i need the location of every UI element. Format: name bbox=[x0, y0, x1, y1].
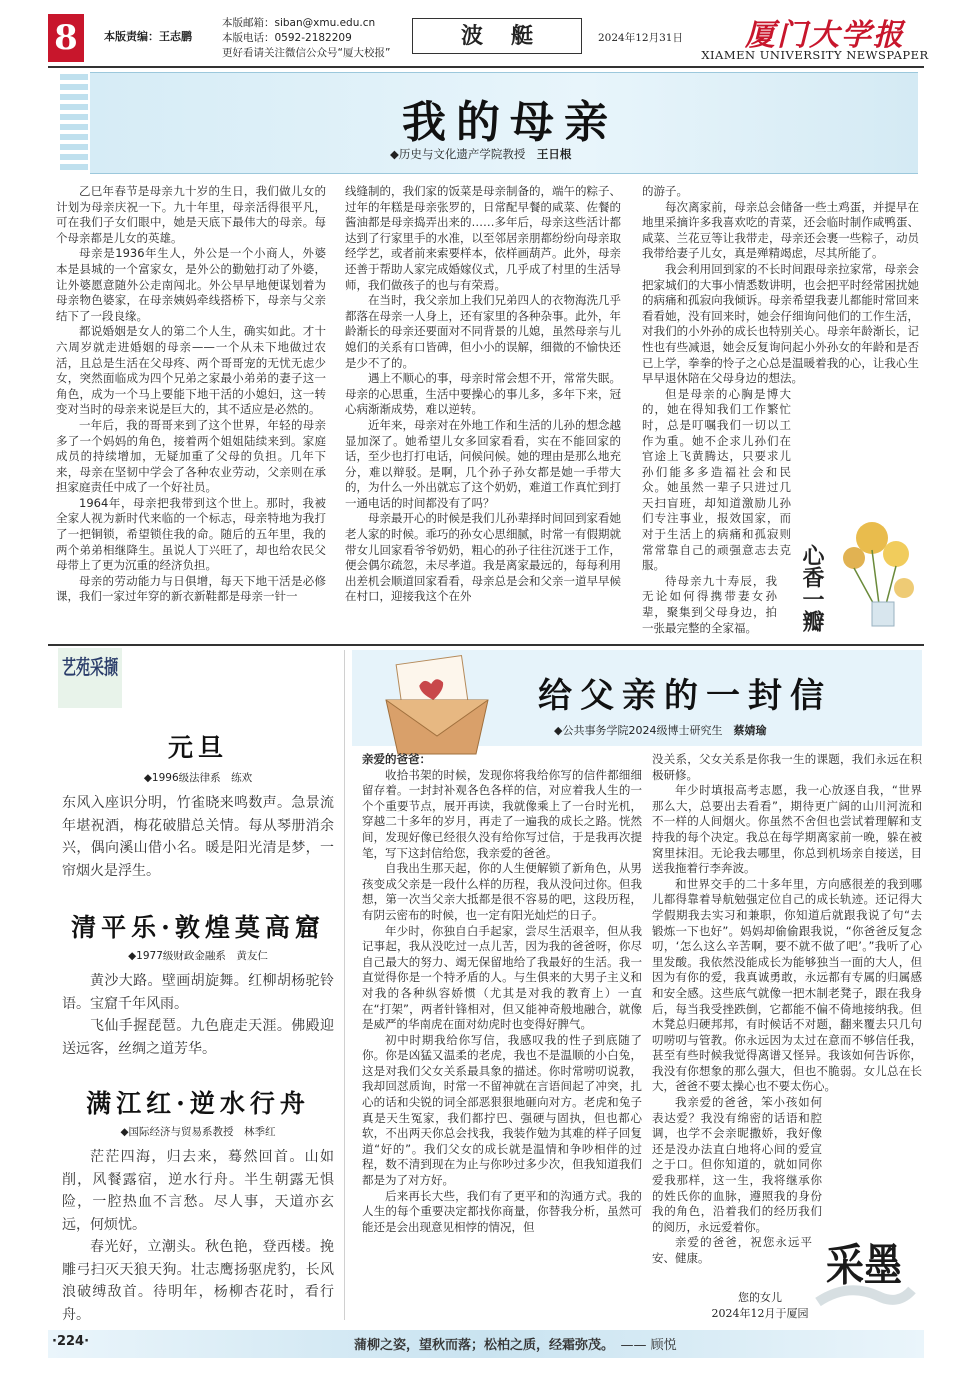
poem-body-2: 黄沙大路。壁画胡旋舞。红柳胡杨驼铃语。宝窟千年风雨。 飞仙手握琵琶。九色鹿走天涯。佛殿迎送远客，丝绸之道芳华。 bbox=[62, 973, 334, 1057]
letter-title: 给父亲的一封信 bbox=[538, 676, 832, 716]
newspaper-logo-en: XIAMEN UNIVERSITY NEWSPAPER bbox=[701, 48, 929, 62]
column-tag-art bbox=[58, 648, 122, 708]
decorative-stripes bbox=[60, 74, 88, 170]
letter-signature: 您的女儿 2024年12月于厦园 bbox=[711, 1291, 809, 1320]
poem-title-1: 元旦 bbox=[167, 733, 228, 762]
letter-column-1: 亲爱的爸爸： 收拾书架的时候，发现你将我给你写的信件都细细留存着。一封封补观各色各样的信，对应着我人生的一个个重要节点，展开再读，我就像乘上了一台时光机，穿越二十多年的岁月，再走了一遍我的成长之路。恍然间，发现好像已经很久没有给你写过信，于是我再次提笔，写下这封信给您，我亲爱的爸爸。 自我出生那天起，你的人生便解锁了新角色，从男孩变成父亲是一段什么样的历程，我从没问过你。但我想，第一次当父亲大抵都是很不容易的吧，这段历程，有阴云密布的时候，也一定有阳光灿烂的日子。 年少时，你独自白手起家，尝尽生活艰辛，但从我记事起，我从没吃过一点儿苦，因为我的爸爸呀，你尽自己最大的努力、竭无保留地给了我最好的生活。我一直觉得你是一个特矛盾的人。与生俱来的大男子主义和对我的各种纵容娇惯（尤其是对我的教育上）一直在“打架”，两者针锋相对，但又能神奇般地融合，就像是威严的华南虎在面对幼虎时也变得好脾气。 初中时期我给你写信，我感叹我的性子到底随了你。你是凶猛又温柔的老虎，我也不是温顺的小白兔，这是对我们父女关系最具象的描述。你时常唠叨说教，我却回怼质询，时常一不留神就在言语间起了冲突，扎心的话和尖锐的词全部恶狠狠地砸向对方。老虎和兔子真是天生冤家，我们都拧巴、强硬与固执，但也都心软，不出两天你总会找我，我装作勉为其难的样子回复道“好的”。我们父女的成长就是温情和争吵相伴的过程，数不清到现在为止与你吵过多少次，但我知道我们都是为了对方好。 后来再长大些，我们有了更平和的沟通方式。我的人生的每个重要决定都找你商量，你替我分析，虽然可能还是会出现意见相悖的情况，但 bbox=[362, 752, 642, 1234]
footer-quote: 蒲柳之姿，望秋而落；松柏之质，经霜弥茂。 —— 顾悦 bbox=[354, 1338, 677, 1353]
contact-info bbox=[222, 16, 390, 61]
column-divider bbox=[344, 650, 345, 1320]
image-caption-1: 心香一瓣 bbox=[799, 544, 825, 632]
article-column-1: 乙巳年春节是母亲九十岁的生日，我们做儿女的计划为母亲庆祝一下。九十年里，母亲活得很平凡，可在我们子女们眼中，她是天底下最伟大的母亲。每个母亲都是儿女的英雄。 母亲是1936年生人，外公是一个小商人，外婆本是县城的一个富家女，是外公的勤勉打动了外婆，让外婆愿意随外公走南闯北。外公早早地便谋划着为母亲物色婆家，在母亲姨妈牵线搭桥下，母亲与父亲结下了一段良缘。 都说婚姻是女人的第二个人生，确实如此。才十六周岁就走进婚姻的母亲——一个从未下地做过农活，且总是生活在父母疼、两个哥哥宠的无忧无虑少女，突然面临成为四个兄弟之家最小弟弟的妻子这一角色，成为一个马上要能下地干活的小媳妇，这一转变对当时的母亲来说是巨大的，其不适应是必然的。 一年后，我的哥哥来到了这个世界，年轻的母亲多了一个妈妈的角色，接着两个姐姐陆续来到。家庭成员的持续增加，无疑加重了父母的负担。几年下来，母亲在坚韧中学会了各种农业劳动，父亲则在承担家庭责任中成了一个好社员。 1964年，母亲把我带到这个世上。那时，我被全家人视为新时代来临的一个标志，母亲特地为我打了一把铜锁，希望锁住我的命。随后的五年里，我的两个弟弟相继降生。虽说人丁兴旺了，却也给农民父母带上了更为沉重的经济负担。 母亲的劳动能力与日俱增，每天下地干活是必修课，我们一家过年穿的新衣新鞋都是母亲一针一 bbox=[56, 184, 326, 604]
newspaper-logo: 厦门大学报 bbox=[745, 18, 905, 53]
article-column-2: 线缝制的，我们家的饭菜是母亲制备的，端午的粽子、过年的年糕是母亲张罗的，日常配早餐的咸菜、佐餐的酱油都是母亲捣弄出来的……多年后，母亲这些活计都达到了行家里手的水准，以至邻居亲朋都纷纷向母亲取经学艺，或者前来索要样本，依样画葫芦。此外，母亲还善于帮助人家完成婚嫁仪式，几乎成了村里的生活导师，我们做孩子的也与有荣焉。 在当时，我父亲加上我们兄弟四人的衣物海洗几乎都落在母亲一人身上，还有家里的各种杂事。此外，年龄渐长的母亲还要面对不同背景的儿媳，虽然母亲与儿媳们的关系有口皆碑，但小小的误解，细微的不愉快还是少不了的。 遇上不顺心的事，母亲时常会想不开，常常失眠。母亲的心思重，生活中要操心的事儿多，多年下来，冠心病渐渐成势，难以逆转。 近年来，母亲对在外地工作和生活的儿孙的想念越显加深了。她希望儿女多回家看看，实在不能回家的话，至少也打打电话，问候问候。她的理由是那么地充分，难以辩驳。是啊，几个孙子孙女都是她一手带大的，为什么一外出就忘了这个奶奶，难道工作真忙到打一通电话的时间都没有了吗？ 母亲最开心的时候是我们儿孙辈择时间回到家看她老人家的时候。乖巧的孙女心思细腻，时常一有假期就带女儿回家看爷爷奶奶，粗心的孙子往往沉迷于工作，便会偶尔疏忽，未尽孝道。我是离家最远的，每每利用出差机会顺道回家看看，母亲总是会和父亲一道早早候在村口，迎接我这个在外 bbox=[345, 184, 621, 604]
poem-title-2: 清平乐·敦煌莫高窟 bbox=[71, 913, 325, 942]
poem-body-3: 茫茫四海，归去来，蓦然回首。山如削，风餐露宿，逆水行舟。半生朝露无惧险，一腔热血不言愁。尽人事，天道亦玄远，何烦忧。 春光好，立潮头。秋色艳，登西楼。挽雕弓扫灭天狼天狗。壮志鹰扬驱虎豹，长风浪破缚敌首。待明年，杨柳杏花时，看行舟。 bbox=[62, 1149, 334, 1323]
phone-line: 本版电话：0592-2182209 bbox=[222, 32, 352, 44]
envelope-icon bbox=[372, 650, 502, 760]
calligraphy-art bbox=[808, 1218, 918, 1318]
footer-page-label: ·224· bbox=[52, 1334, 90, 1349]
poem-body-1: 东风入座识分明，竹雀晓来鸣数声。急景流年堪祝酒，梅花破腊总关情。每从琴册消余兴，偶向溪山借小名。暖是阳光清是梦，一帘烟火是浮生。 bbox=[62, 795, 334, 879]
header-rule bbox=[48, 66, 924, 68]
poem-title-3: 满江红·逆水行舟 bbox=[86, 1089, 310, 1118]
flower-illustration bbox=[784, 510, 924, 630]
poem-byline-1: ◆1996级法律系 练欢 bbox=[143, 772, 253, 784]
article-title: 我的母亲 bbox=[402, 97, 618, 148]
email-line: 本版邮箱：siban@xmu.edu.cn bbox=[222, 17, 376, 29]
page-number: 8 bbox=[48, 14, 84, 62]
section-title: 波艇 bbox=[412, 18, 582, 54]
poem-byline-2: ◆1977级财政金融系 黄友仁 bbox=[128, 950, 268, 962]
article-byline: ◆历史与文化遗产学院教授 王日根 bbox=[390, 147, 572, 161]
column-tag: 艺苑采撷 bbox=[62, 655, 119, 679]
editor-credit: 本版责编：王志鹏 bbox=[104, 30, 192, 43]
publication-date: 2024年12月31日 bbox=[598, 32, 683, 44]
poem-byline-3: ◆国际经济与贸易系教授 林季红 bbox=[120, 1126, 276, 1138]
article-column-3: 的游子。 每次离家前，母亲总会储备一些土鸡蛋，并提早在地里采摘许多我喜欢吃的青菜，还会临时制作咸鸭蛋、咸菜、兰花豆等让我带走，母亲还会裹一些粽子，动员我带给妻子儿女，真是殚精竭虑，尽其所能了。 我会利用回到家的不长时间跟母亲拉家常，母亲会把家城们的大事小情悉数讲明，也会把平时经常困扰她的病痛和孤寂向我倾诉。母亲希望我妻儿都能时常回来看看她，没有回来时，她会仔细询问他们的工作生活，对我们的小外孙的成长也特别关心。母亲年龄渐长，记性也有些减退，她会反复询问起小外孙女的年龄和是否已上学，拳拳的怜子之心总是温暖着我的心，让我心生早早退休陪在父母身边的想法。 但是母亲的心胸是博大的，她在得知我们工作繁忙时，总是叮嘱我们一切以工作为重。她不企求儿孙们在官途上飞黄腾达，只要求儿孙们能多多造福社会和民众。她虽然一辈子只进过几天扫盲班，却知道激励儿孙们专注事业，报效国家，而对于生活上的病痛和孤寂则常常靠自己的顽强意志去克服。 待母亲九十寿辰，我无论如何得携带妻女孙辈，聚集到父母身边，拍一张最完整的全家福。 bbox=[642, 184, 919, 635]
image-caption-2: 采墨 bbox=[826, 1240, 902, 1291]
follow-line: 更好看请关注微信公众号“厦大校报” bbox=[222, 47, 391, 59]
letter-column-2: 没关系，父女关系是你我一生的课题，我们永远在积极研修。 年少时填报高考志愿，我一心放逐自我，“世界那么大，总要出去看看”，期待更广阔的山川河流和不一样的人间烟火。你虽然不舍但也尝试着理解和支持我的每个决定。我总在每学期离家前一晚，躲在被窝里抹泪。无论我去哪里，你总到机场亲自接送，目送我拖着行李奔波。 和世界交手的二十多年里，方向感很差的我到哪儿都得靠着导航勉强定位自己的成长轨迹。还记得大学假期我去实习和兼职，你知道后就跟我说了句“去锻炼一下也好”。妈妈却偷偷跟我说，“你爸爸反复念叨，‘怎么这么辛苦啊，要不就不做了吧’。”我听了心里发酸。我依然没能成长为能够独当一面的大人，但因为有你的爱，我真诚勇敢，永远都有专属的归属感和安全感。这些底气就像一把木制老凳子，跟在我身后，每当我受挫跌倒，它都能不偏不倚地接纳我。但木凳总归硬邦邦，有时候话不对题，翻来覆去只几句叨唠叨与管教。你永远因为太过在意而不够信任我，甚至有些时候我觉得离谱又怪异。我该如何告诉你，我没有你想象的那么强大，但也不脆弱。女儿总在长大，爸爸不要太操心也不要太伤心。 我亲爱的爸爸，笨小孩如何表达爱？我没有绵密的话语和腔调，也学不会亲昵撒娇，我好像还是没办法直白地将心间的爱宣之于口。但你知道的，就如同你爱我那样，这一生，我将继承你的姓氏你的血脉，遵照我的身份我的角色，沿着我们的经历我们的阅历，永远爱着你。 亲爱的爸爸，祝您永远平安、健康。 bbox=[652, 752, 922, 1265]
section-divider bbox=[48, 644, 924, 646]
letter-byline: ◆公共事务学院2024级博士研究生 蔡婧瑜 bbox=[554, 724, 767, 737]
